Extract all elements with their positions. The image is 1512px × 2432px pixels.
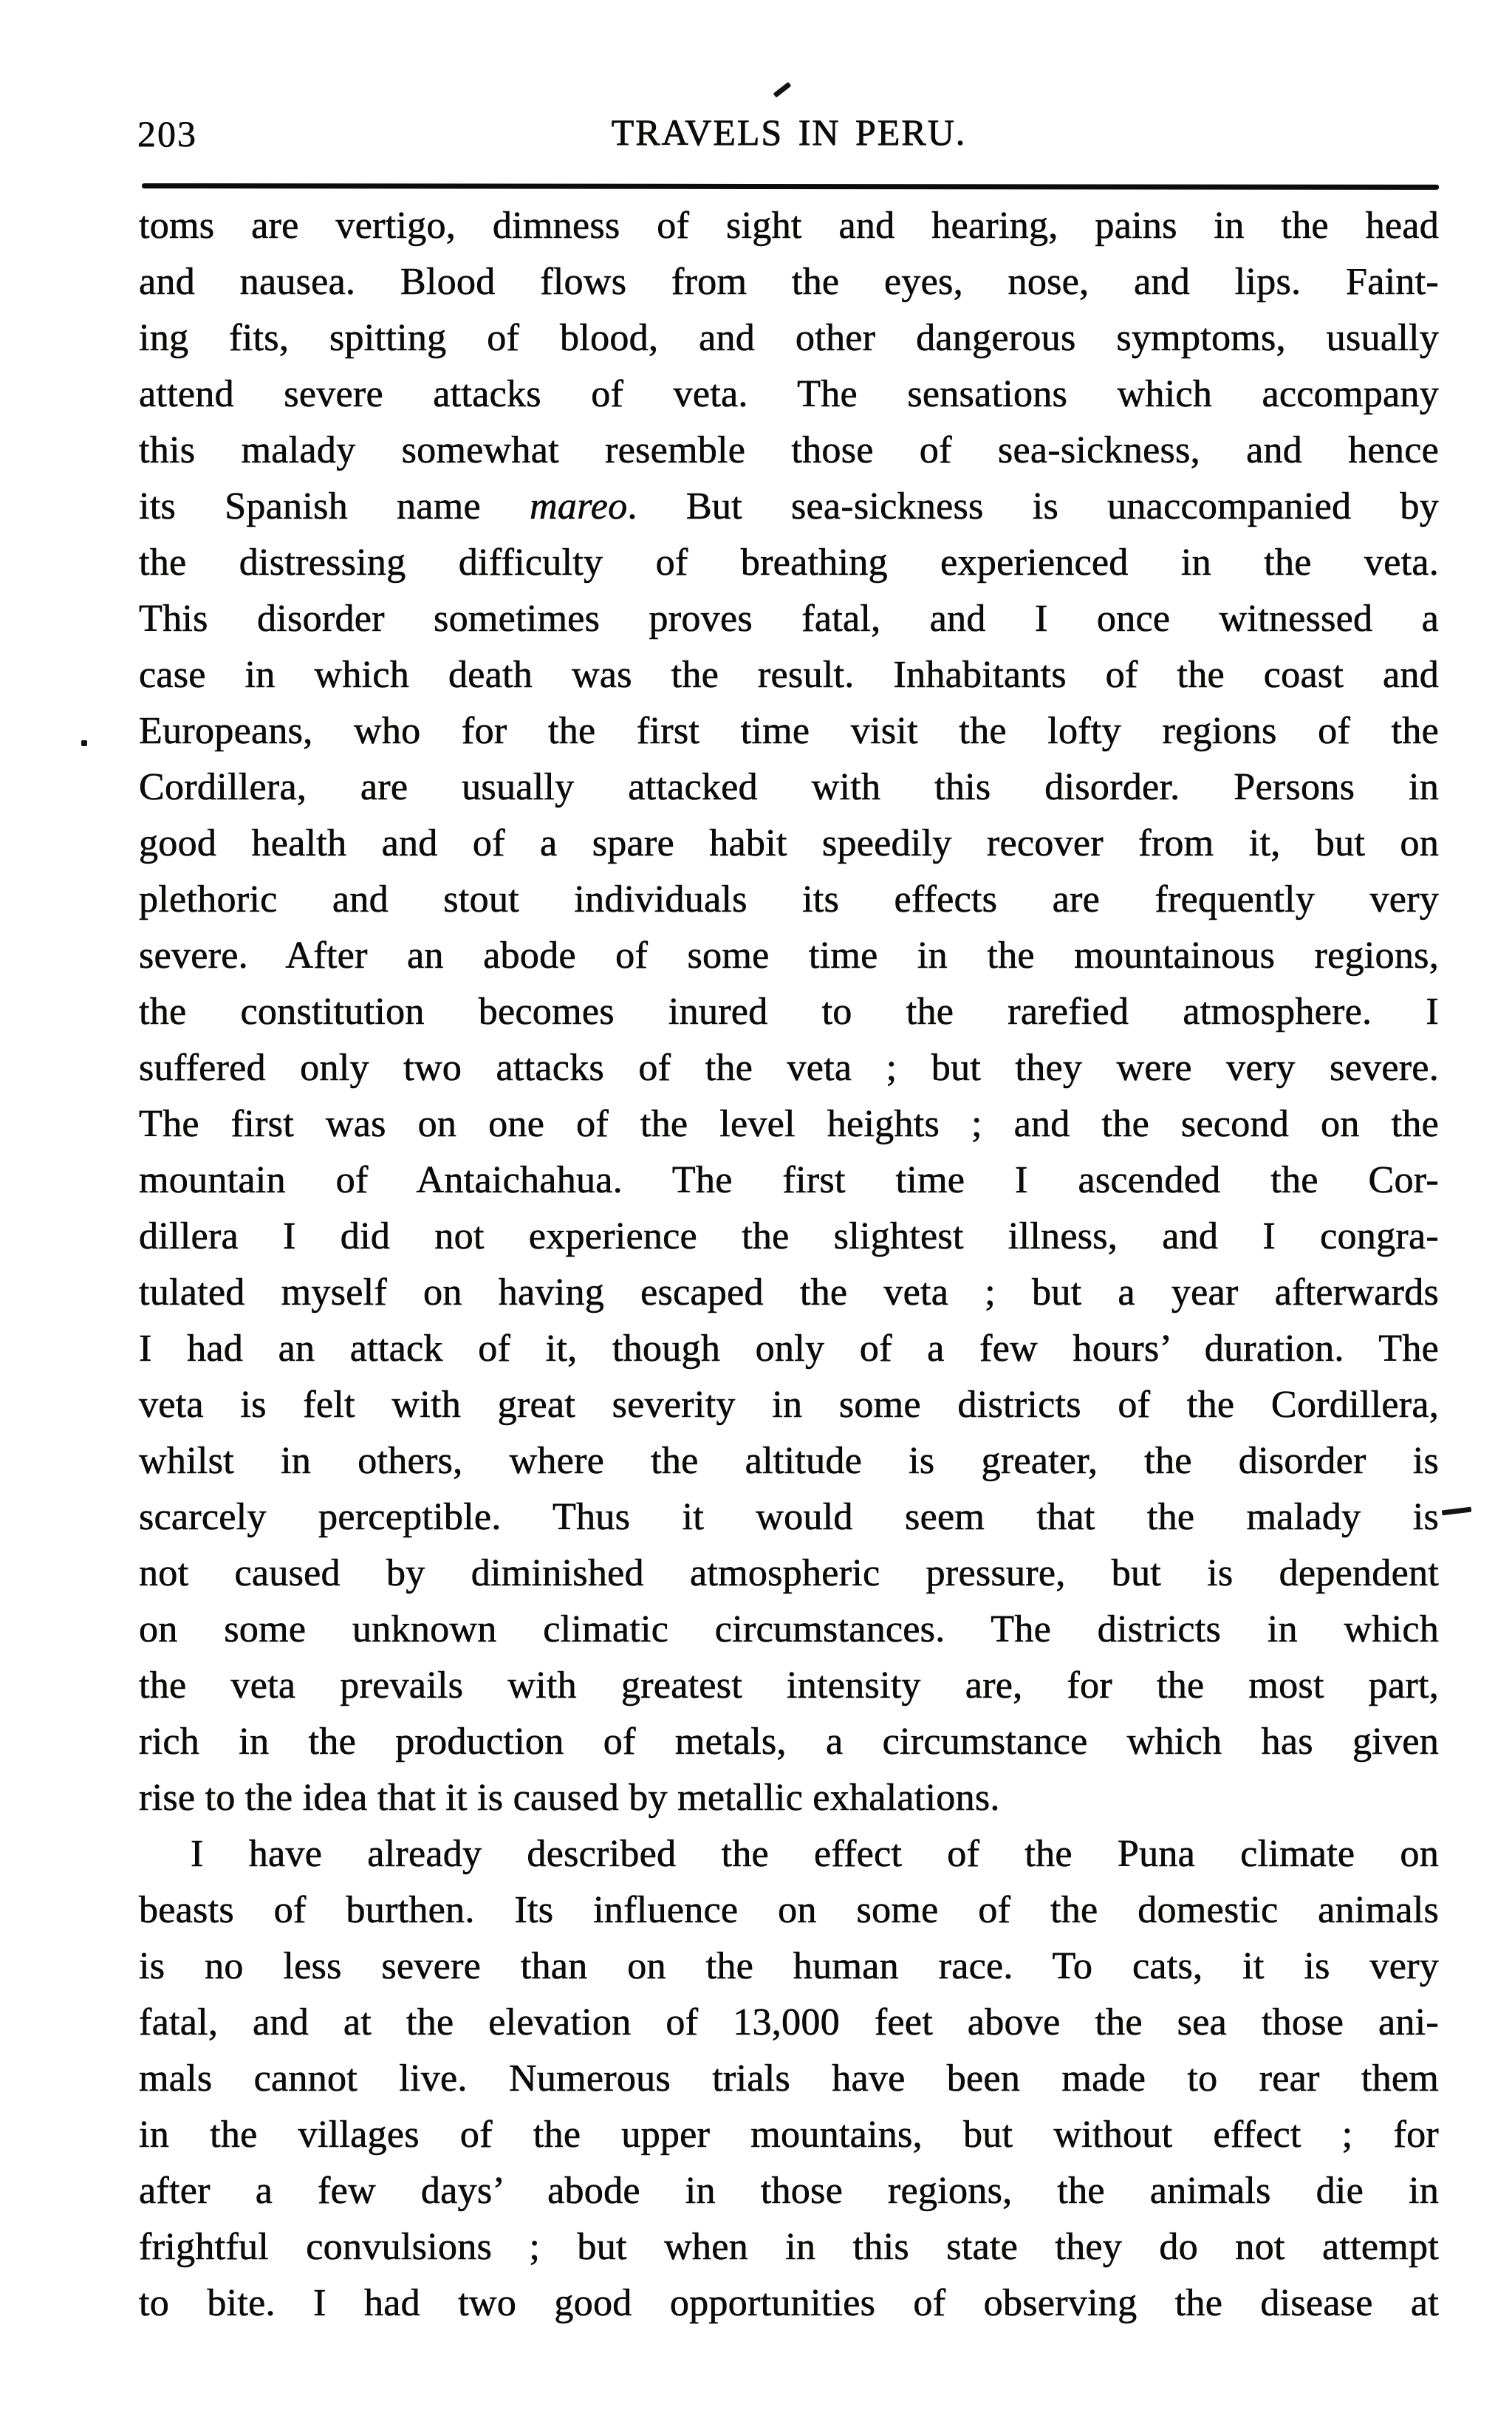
text-line: whilst in others, where the altitude is greater, the disorder is bbox=[139, 1440, 1439, 1482]
text-line: after a few days’ abode in those regions, the animals die in bbox=[139, 2170, 1439, 2212]
text-line: plethoric and stout individuals its effects are frequently very bbox=[139, 878, 1439, 920]
text-line: this malady somewhat resemble those of sea-sickness, and hence bbox=[139, 429, 1439, 471]
body-text bbox=[139, 198, 1439, 2332]
text-line: attend severe attacks of veta. The sensations which accompany bbox=[139, 373, 1439, 415]
running-title: TRAVELS IN PERU. bbox=[611, 112, 967, 153]
text-line: severe. After an abode of some time in the mountainous regions, bbox=[139, 935, 1439, 977]
text-line: its Spanish name mareo. But sea-sickness is unaccompanied by bbox=[139, 485, 1439, 527]
text-line: dillera I did not experience the slightest illness, and I congra- bbox=[139, 1215, 1439, 1257]
accent-mark bbox=[773, 82, 792, 98]
text-line: is no less severe than on the human race. To cats, it is very bbox=[139, 1945, 1439, 1987]
text-line: the constitution becomes inured to the rarefied atmosphere. I bbox=[139, 991, 1439, 1033]
text-line: scarcely perceptible. Thus it would seem that the malady is bbox=[139, 1496, 1439, 1538]
text-line: ing fits, spitting of blood, and other dangerous symptoms, usually bbox=[139, 317, 1439, 359]
text-line: suffered only two attacks of the veta ; but they were very severe. bbox=[139, 1047, 1439, 1089]
text-line: I had an attack of it, though only of a few hours’ duration. The bbox=[139, 1328, 1439, 1370]
text-line: the veta prevails with greatest intensity are, for the most part, bbox=[139, 1664, 1439, 1707]
text-line: This disorder sometimes proves fatal, and I once witnessed a bbox=[139, 598, 1439, 640]
text-line: Europeans, who for the first time visit the lofty regions of the bbox=[139, 710, 1439, 752]
page-number: 203 bbox=[137, 113, 197, 154]
text-line: rich in the production of metals, a circumstance which has given bbox=[139, 1721, 1439, 1763]
text-line: on some unknown climatic circumstances. The districts in which bbox=[139, 1608, 1439, 1650]
header-rule bbox=[142, 183, 1439, 190]
text-line: rise to the idea that it is caused by metallic exhalations. bbox=[139, 1777, 1000, 1819]
text-line: case in which death was the result. Inhabitants of the coast and bbox=[139, 654, 1439, 696]
text-line: I have already described the effect of the Puna climate on bbox=[191, 1833, 1439, 1875]
ink-speck bbox=[81, 740, 87, 746]
text-line: fatal, and at the elevation of 13,000 feet above the sea those ani- bbox=[139, 2001, 1439, 2043]
text-line: mountain of Antaichahua. The first time I ascended the Cor- bbox=[139, 1159, 1439, 1201]
text-line: tulated myself on having escaped the veta ; but a year afterwards bbox=[139, 1271, 1439, 1314]
text-line: Cordillera, are usually attacked with this disorder. Persons in bbox=[139, 766, 1439, 808]
dash-mark bbox=[1442, 1507, 1472, 1516]
text-line: beasts of burthen. Its influence on some of the domestic animals bbox=[139, 1889, 1439, 1931]
text-line: and nausea. Blood flows from the eyes, nose, and lips. Faint- bbox=[139, 261, 1439, 303]
text-line: good health and of a spare habit speedily recover from it, but on bbox=[139, 822, 1439, 864]
text-line: veta is felt with great severity in some districts of the Cordillera, bbox=[139, 1384, 1439, 1426]
text-line: not caused by diminished atmospheric pressure, but is dependent bbox=[139, 1552, 1439, 1594]
text-line: the distressing difficulty of breathing experienced in the veta. bbox=[139, 542, 1439, 584]
text-line: mals cannot live. Numerous trials have been made to rear them bbox=[139, 2057, 1439, 2100]
text-line: to bite. I had two good opportunities of observing the disease at bbox=[139, 2282, 1439, 2324]
text-line: toms are vertigo, dimness of sight and hearing, pains in the head bbox=[139, 205, 1439, 247]
text-line: The first was on one of the level heights ; and the second on the bbox=[139, 1103, 1439, 1145]
text-line: frightful convulsions ; but when in this state they do not attempt bbox=[139, 2226, 1439, 2268]
text-line: in the villages of the upper mountains, but without effect ; for bbox=[139, 2114, 1439, 2156]
